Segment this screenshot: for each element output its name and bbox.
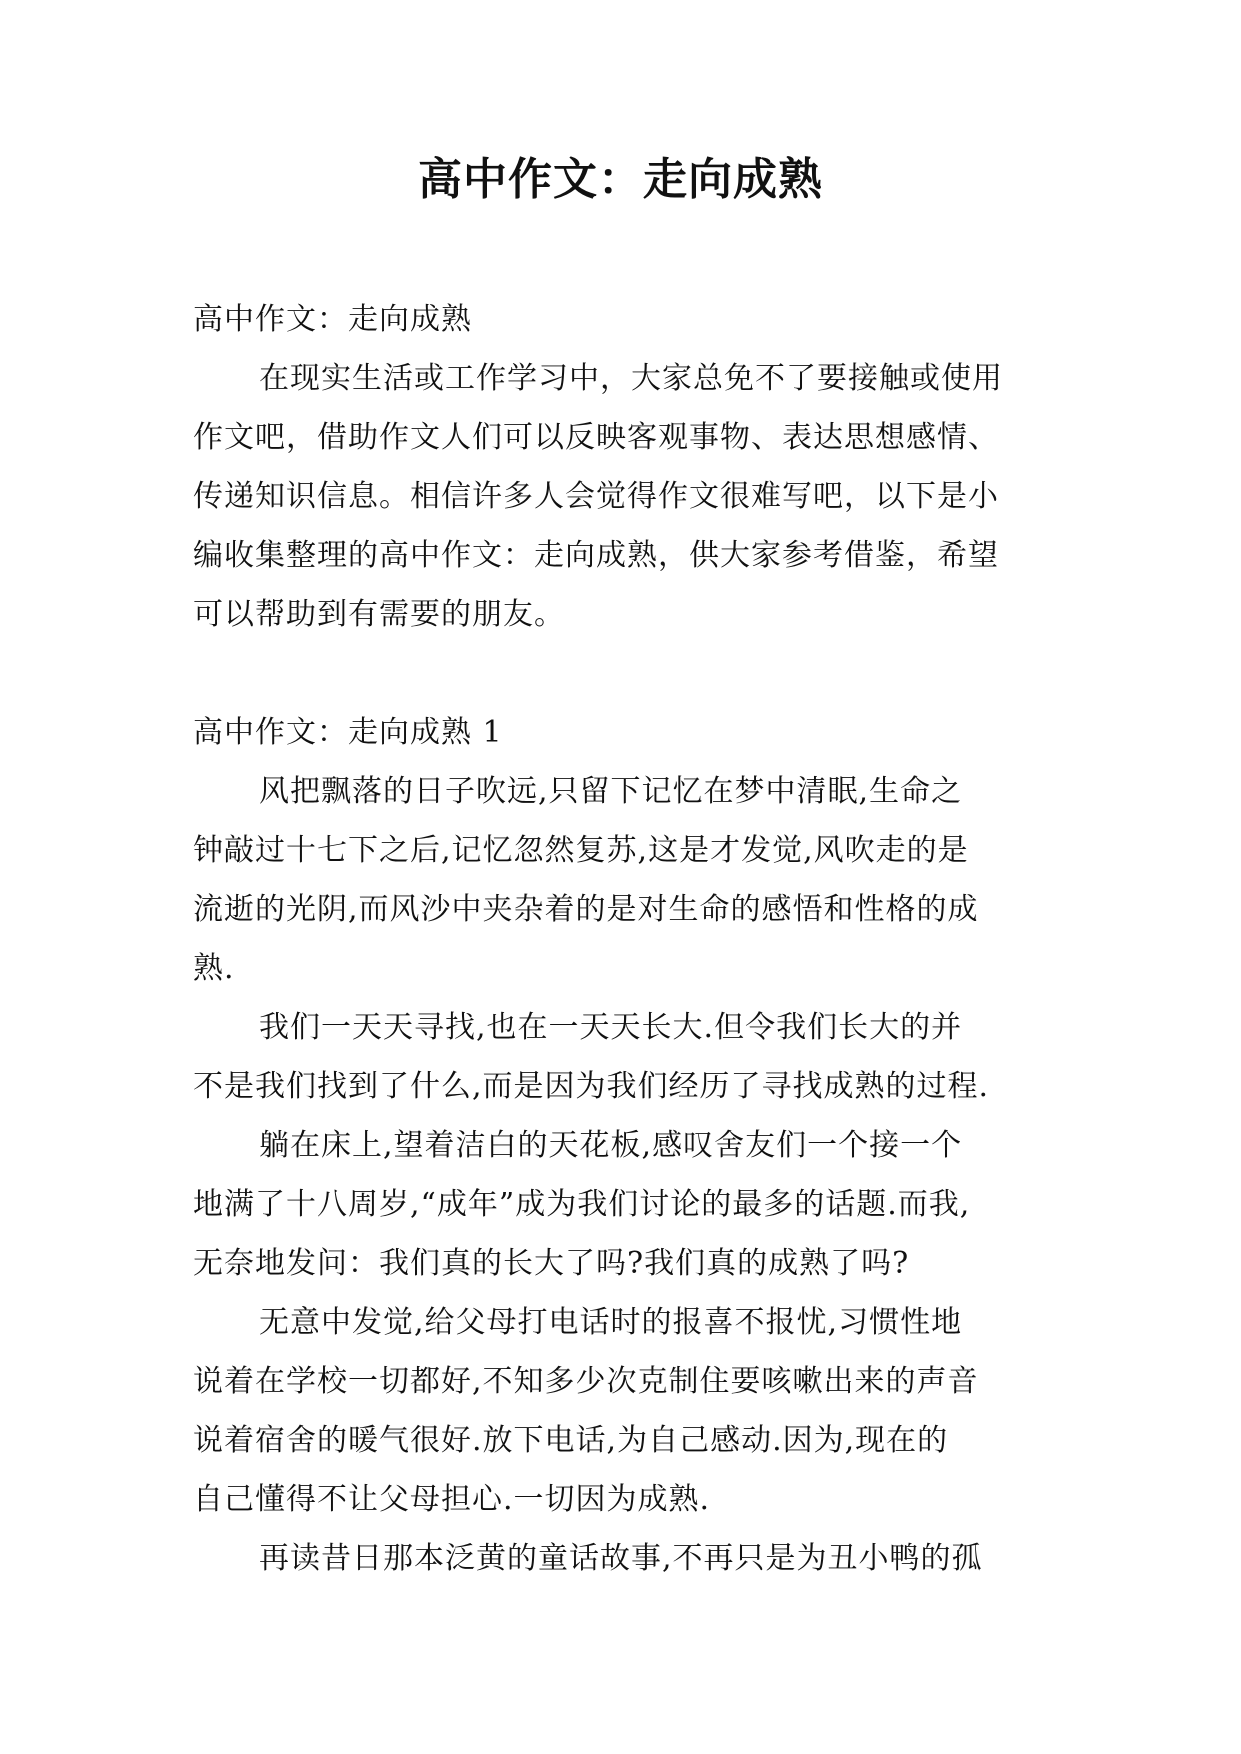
paragraph-line: 在现实生活或工作学习中，大家总免不了要接触或使用 <box>259 361 1003 396</box>
paragraph-line: 自己懂得不让父母担心.一切因为成熟. <box>193 1482 711 1517</box>
essay-paragraph <box>193 1116 1063 1293</box>
paragraph-line: 再读昔日那本泛黄的童话故事,不再只是为丑小鸭的孤 <box>259 1541 983 1576</box>
paragraph-line: 流逝的光阴,而风沙中夹杂着的是对生命的感悟和性格的成 <box>193 892 979 927</box>
document-body <box>193 290 1063 1588</box>
paragraph-line: 说着宿舍的暖气很好.放下电话,为自己感动.因为,现在的 <box>193 1423 949 1458</box>
intro-paragraph <box>193 349 1063 644</box>
paragraph-line: 我们一天天寻找,也在一天天长大.但令我们长大的并 <box>259 1010 963 1045</box>
paragraph-line: 编收集整理的高中作文：走向成熟，供大家参考借鉴，希望 <box>193 538 999 573</box>
paragraph-line: 地满了十八周岁,“成年”成为我们讨论的最多的话题.而我, <box>193 1187 971 1222</box>
paragraph-line: 无意中发觉,给父母打电话时的报喜不报忧,习惯性地 <box>259 1305 963 1340</box>
paragraph-line: 传递知识信息。相信许多人会觉得作文很难写吧，以下是小 <box>193 479 999 514</box>
paragraph-line: 说着在学校一切都好,不知多少次克制住要咳嗽出来的声音 <box>193 1364 979 1399</box>
intro-heading: 高中作文：走向成熟 <box>193 302 472 337</box>
paragraph-line: 无奈地发问：我们真的长大了吗?我们真的成熟了吗? <box>193 1246 910 1281</box>
essay-heading: 高中作文：走向成熟 1 <box>193 715 503 750</box>
paragraph-line: 风把飘落的日子吹远,只留下记忆在梦中清眠,生命之 <box>259 774 963 809</box>
paragraph-line: 可以帮助到有需要的朋友。 <box>193 597 565 632</box>
paragraph-line: 熟. <box>193 951 235 986</box>
document-title: 高中作文：走向成熟 <box>418 154 823 205</box>
essay-paragraph <box>193 1293 1063 1529</box>
section-spacer <box>193 644 1063 703</box>
essay-paragraph <box>193 1529 1063 1588</box>
paragraph-line: 作文吧，借助作文人们可以反映客观事物、表达思想感情、 <box>193 420 999 455</box>
essay-paragraph <box>193 762 1063 998</box>
paragraph-line: 不是我们找到了什么,而是因为我们经历了寻找成熟的过程. <box>193 1069 990 1104</box>
essay-paragraph <box>193 998 1063 1116</box>
paragraph-line: 躺在床上,望着洁白的天花板,感叹舍友们一个接一个 <box>259 1128 963 1163</box>
paragraph-line: 钟敲过十七下之后,记忆忽然复苏,这是才发觉,风吹走的是 <box>193 833 969 868</box>
